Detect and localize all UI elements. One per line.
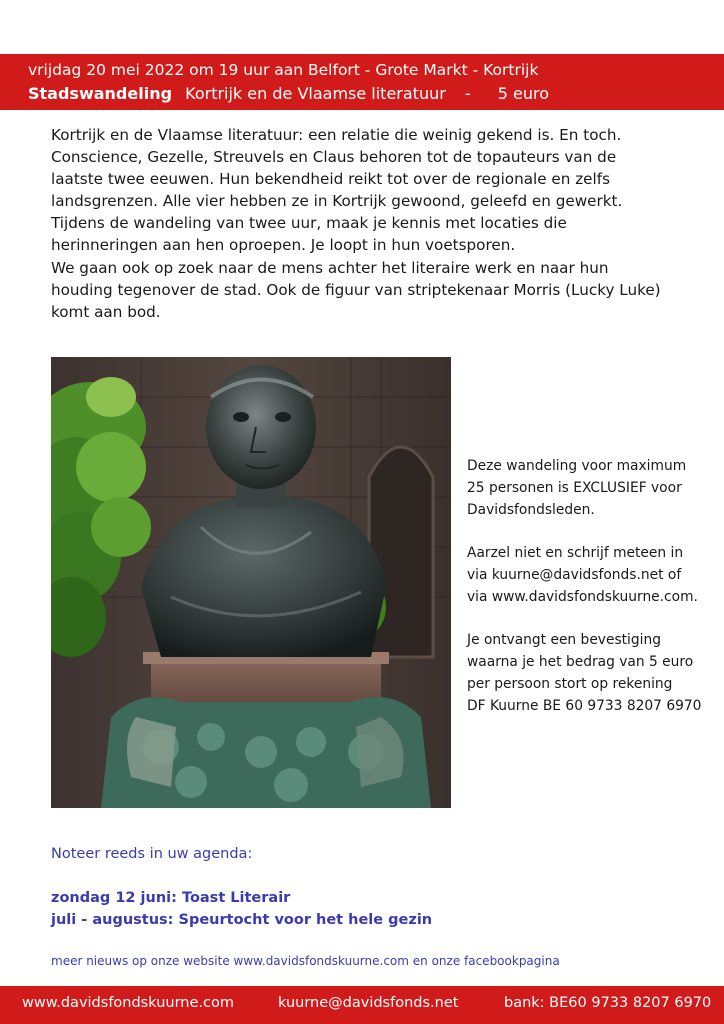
- side-line: via kuurne@davidsfonds.net of: [467, 567, 682, 583]
- intro-line: Kortrijk en de Vlaamse literatuur: een relatie die weinig gekend is. En toch.: [51, 126, 622, 144]
- agenda-item: juli - augustus: Speurtocht voor het hele gezin: [51, 912, 433, 928]
- title-separator: -: [464, 84, 471, 103]
- registration-info: [467, 455, 717, 738]
- side-line: Davidsfondsleden.: [467, 502, 595, 518]
- event-subtitle: Kortrijk en de Vlaamse literatuur: [185, 84, 446, 103]
- event-title: Stadswandeling: [28, 84, 173, 103]
- side-paragraph: [467, 455, 717, 521]
- side-paragraph: [467, 542, 717, 608]
- header-banner: [0, 54, 724, 110]
- footer-website-link[interactable]: www.davidsfondskuurne.com: [22, 995, 234, 1011]
- side-line: Deze wandeling voor maximum: [467, 458, 687, 474]
- event-title-line: [28, 84, 549, 103]
- agenda-item: zondag 12 juni: Toast Literair: [51, 890, 291, 906]
- side-line: Je ontvangt een bevestiging: [467, 632, 661, 648]
- side-line: 25 personen is EXCLUSIEF voor: [467, 480, 682, 496]
- intro-line: We gaan ook op zoek naar de mens achter het literaire werk en naar hun: [51, 258, 609, 277]
- agenda-label: Noteer reeds in uw agenda:: [51, 846, 253, 862]
- intro-line: houding tegenover de stad. Ook de figuur van striptekenaar Morris (Lucky Luke): [51, 280, 661, 299]
- footer-bank-account: bank: BE60 9733 8207 6970: [504, 995, 712, 1011]
- side-line: DF Kuurne BE 60 9733 8207 6970: [467, 698, 702, 714]
- side-line: waarna je het bedrag van 5 euro: [467, 654, 694, 670]
- agenda-list: [51, 887, 432, 931]
- event-price: 5 euro: [497, 84, 550, 103]
- intro-line: laatste twee eeuwen. Hun bekendheid reikt tot over de regionale en zelfs: [51, 170, 610, 189]
- event-details: vrijdag 20 mei 2022 om 19 uur aan Belfort - Grote Markt - Kortrijk: [28, 61, 539, 79]
- side-line: per persoon stort op rekening: [467, 676, 673, 692]
- side-line: via www.davidsfondskuurne.com.: [467, 589, 698, 605]
- intro-line: Tijdens de wandeling van twee uur, maak je kennis met locaties die: [51, 214, 567, 233]
- intro-line: komt aan bod.: [51, 302, 161, 321]
- intro-line: herinneringen aan hen oproepen. Je loopt in hun voetsporen.: [51, 236, 516, 255]
- side-paragraph: [467, 629, 717, 717]
- footer-email-link[interactable]: kuurne@davidsfonds.net: [278, 995, 459, 1011]
- intro-text: [51, 124, 691, 323]
- side-line: Aarzel niet en schrijf meteen in: [467, 545, 684, 561]
- intro-line: Conscience, Gezelle, Streuvels en Claus behoren tot de topauteurs van de: [51, 148, 617, 167]
- more-news-note: meer nieuws op onze website www.davidsfondskuurne.com en onze facebookpagina: [51, 954, 560, 968]
- bronze-bust-photo: [51, 357, 451, 808]
- footer-banner: [0, 986, 724, 1024]
- intro-line: landsgrenzen. Alle vier hebben ze in Kortrijk gewoond, geleefd en gewerkt.: [51, 192, 623, 211]
